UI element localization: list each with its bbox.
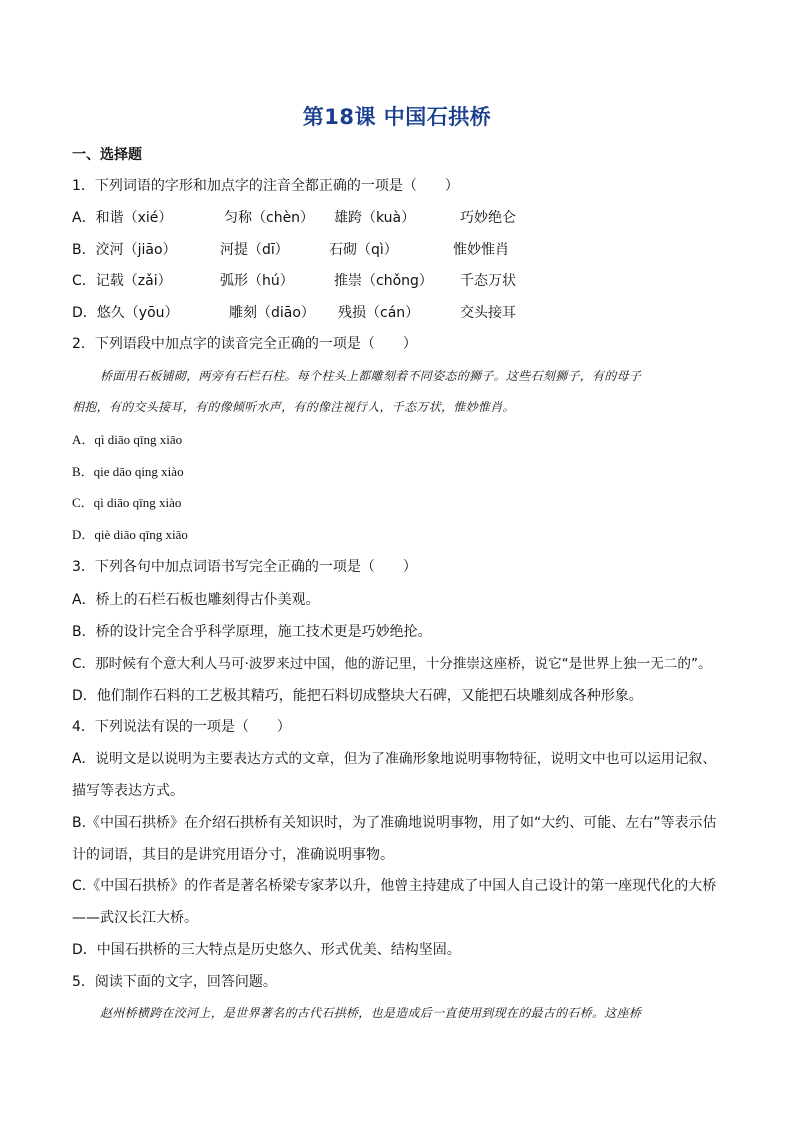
question-3-stem: 3．下列各句中加点词语书写完全正确的一项是（ ） [72, 559, 417, 575]
q4-option-b-line-1: B.《中国石拱桥》在介绍石拱桥有关知识时，为了准确地说明事物，用了如“大约、可能、左右”等表示估 [72, 815, 717, 831]
q1-option-b-word2: 河提（dī） [220, 242, 289, 258]
q1-option-c-word2: 弧形（hú） [220, 273, 294, 289]
q1-option-c-word4: 千态万状 [460, 273, 516, 289]
q1-option-b-word1: B．洨河（jiāo） [72, 242, 177, 258]
q3-option-a: A．桥上的石栏石板也雕刻得古仆美观。 [72, 592, 320, 608]
page-title: 第18课 中国石拱桥 [302, 105, 492, 129]
q1-option-a-word4: 巧妙绝仑 [460, 210, 516, 226]
q1-option-c-word1: C．记载（zǎi） [72, 273, 172, 289]
q1-option-c-word3: 推崇（chǒng） [334, 273, 433, 289]
question-5-stem: 5．阅读下面的文字，回答问题。 [72, 974, 277, 990]
q2-option-d: D．qiè diāo qīng xiāo [72, 527, 188, 542]
q2-passage-line-2: 相抱，有的交头接耳，有的像倾听水声，有的像注视行人，千态万状，惟妙惟肖。 [72, 400, 515, 414]
q2-option-c: C．qì diāo qīng xiào [72, 495, 182, 510]
q1-option-a-word1: A．和谐（xié） [72, 210, 173, 226]
section-heading: 一、选择题 [72, 147, 142, 163]
q4-option-d: D．中国石拱桥的三大特点是历史悠久、形式优美、结构坚固。 [72, 942, 461, 958]
q1-option-d-word4: 交头接耳 [460, 305, 516, 321]
q1-option-d-word3: 残损（cán） [338, 305, 420, 321]
q1-option-b-word3: 石砌（qì） [329, 242, 398, 258]
q1-option-a-word3: 雄跨（kuà） [334, 210, 416, 226]
q4-option-a-line-1: A．说明文是以说明为主要表达方式的文章，但为了准确形象地说明事物特征，说明文中也可以运用记叙、 [72, 751, 717, 767]
question-2-stem: 2．下列语段中加点字的读音完全正确的一项是（ ） [72, 336, 417, 352]
q1-option-d-word2: 雕刻（diāo） [229, 305, 315, 321]
q5-passage-line-1: 赵州桥横跨在洨河上，是世界著名的古代石拱桥，也是造成后一直使用到现在的最古的石桥。这座桥 [100, 1006, 642, 1020]
q2-option-b: B．qie dāo qing xiào [72, 464, 184, 479]
q1-option-a-word2: 匀称（chèn） [224, 210, 315, 226]
q3-option-c: C．那时候有个意大利人马可·波罗来过中国，他的游记里，十分推崇这座桥，说它“是世界上独一无二的”。 [72, 656, 712, 672]
question-1-stem: 1．下列词语的字形和加点字的注音全都正确的一项是（ ） [72, 178, 459, 194]
q4-option-a-line-2: 描写等表达方式。 [72, 783, 184, 799]
q1-option-b-word4: 惟妙惟肖 [453, 242, 509, 258]
q2-passage-line-1: 桥面用石板铺砌，两旁有石栏石柱。每个柱头上都雕刻着不同姿态的狮子。这些石刻狮子，有的母子 [100, 369, 642, 383]
q2-option-a: A．qì diāo qīng xiāo [72, 432, 183, 447]
q4-option-b-line-2: 计的词语，其目的是讲究用语分寸，准确说明事物。 [72, 847, 394, 863]
q4-option-c-line-2: ——武汉长江大桥。 [72, 910, 198, 926]
q1-option-d-word1: D．悠久（yōu） [72, 305, 179, 321]
q4-option-c-line-1: C.《中国石拱桥》的作者是著名桥梁专家茅以升，他曾主持建成了中国人自己设计的第一座现代化的大桥 [72, 878, 717, 894]
q3-option-d: D．他们制作石料的工艺极其精巧，能把石料切成整块大石碑，又能把石块雕刻成各种形象。 [72, 688, 643, 704]
q3-option-b: B．桥的设计完全合乎科学原理，施工技术更是巧妙绝抡。 [72, 624, 432, 640]
question-4-stem: 4．下列说法有误的一项是（ ） [72, 719, 291, 735]
